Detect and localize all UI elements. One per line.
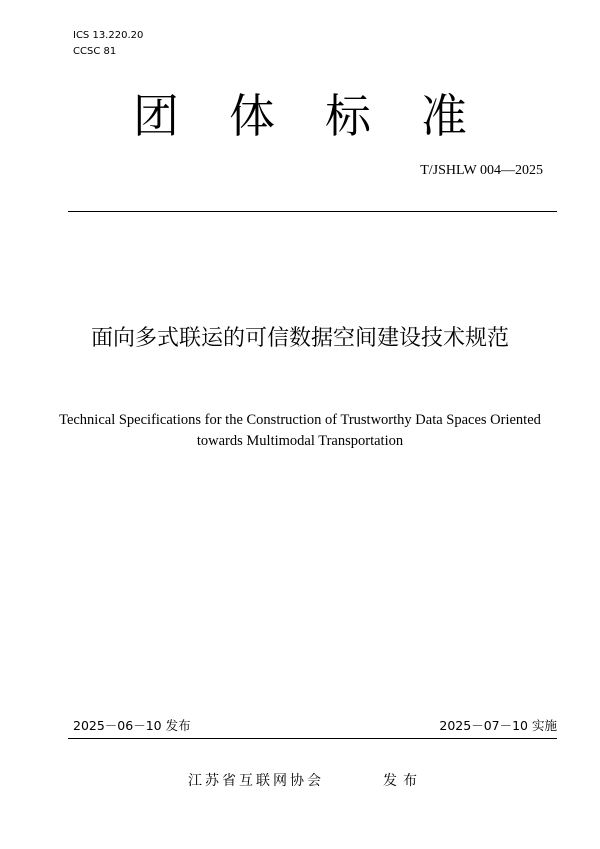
document-type-title: 团体标准 — [133, 89, 517, 143]
top-divider — [68, 211, 557, 212]
ccsc-code: CCSC 81 — [73, 46, 117, 57]
publish-date: 2025－06－10 发布 — [73, 718, 191, 733]
bottom-divider — [68, 738, 557, 739]
publisher-name: 江苏省互联网协会 — [188, 773, 324, 789]
ics-code: ICS 13.220.20 — [73, 30, 144, 41]
publish-label: 发布 — [383, 773, 423, 789]
implementation-date: 2025－07－10 实施 — [439, 718, 557, 733]
standard-number: T/JSHLW 004—2025 — [420, 163, 543, 178]
english-title: Technical Specifications for the Construction of Trustworthy Data Spaces Oriented towards Multimodal Transportation — [59, 412, 541, 449]
chinese-title: 面向多式联运的可信数据空间建设技术规范 — [90, 326, 509, 351]
